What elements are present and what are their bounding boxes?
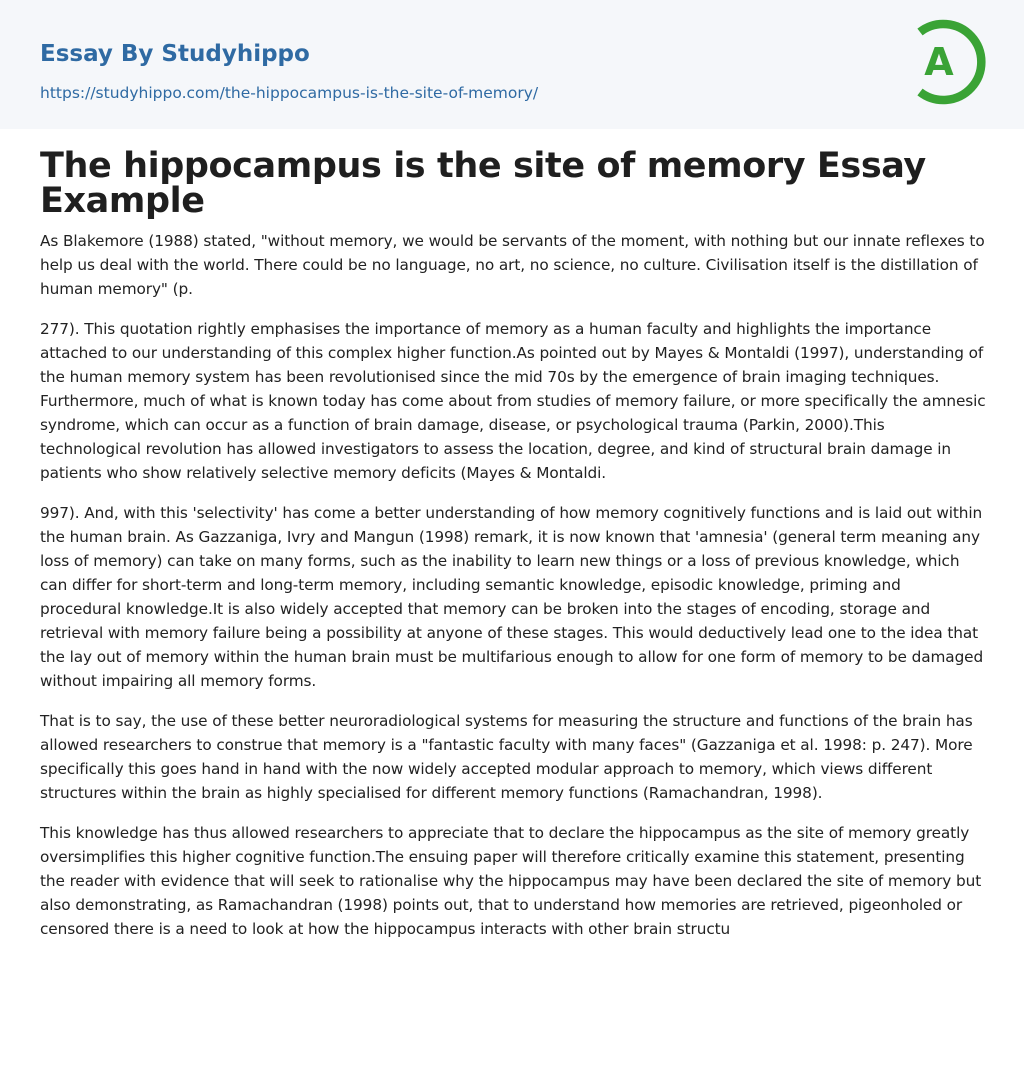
essay-url-link[interactable]: https://studyhippo.com/the-hippocampus-is-the-site-of-memory/ xyxy=(40,84,539,102)
studyhippo-logo-icon[interactable] xyxy=(912,19,986,105)
site-brand[interactable]: Essay By Studyhippo xyxy=(40,41,310,67)
logo-letter: A xyxy=(924,40,954,84)
essay-paragraph: That is to say, the use of these better neuroradiological systems for measuring the structure and functions of the brain has allowed researchers to construe that memory is a "fantastic faculty with many faces" (Gazzaniga et al. 1998: p. 247). More specifically this goes hand in hand with the now widely accepted modular approach to memory, which views different structures within the brain as highly specialised for different memory functions (Ramachandran, 1998). xyxy=(40,712,973,802)
essay-body xyxy=(40,229,986,957)
essay-paragraph: 997). And, with this 'selectivity' has come a better understanding of how memory cognitively functions and is laid out within the human brain. As Gazzaniga, Ivry and Mangun (1998) remark, it is now known that 'amnesia' (general term meaning any loss of memory) can take on many forms, such as the inability to learn new things or a loss of previous knowledge, which can differ for short-term and long-term memory, including semantic knowledge, episodic knowledge, priming and procedural knowledge.It is also widely accepted that memory can be broken into the stages of encoding, storage and retrieval with memory failure being a possibility at anyone of these stages. This would deductively lead one to the idea that the lay out of memory within the human brain must be multifarious enough to allow for one form of memory to be damaged without impairing all memory forms. xyxy=(40,504,984,690)
essay-title: The hippocampus is the site of memory Essay Example xyxy=(40,146,926,221)
essay-paragraph: This knowledge has thus allowed researchers to appreciate that to declare the hippocampus as the site of memory greatly oversimplifies this higher cognitive function.The ensuing paper will therefore critically examine this statement, presenting the reader with evidence that will seek to rationalise why the hippocampus may have been declared the site of memory but also demonstrating, as Ramachandran (1998) points out, that to understand how memories are retrieved, pigeonholed or censored there is a need to look at how the hippocampus interacts with other brain structu xyxy=(40,824,982,938)
essay-paragraph: 277). This quotation rightly emphasises the importance of memory as a human faculty and highlights the importance attached to our understanding of this complex higher function.As pointed out by Mayes & Montaldi (1997), understanding of the human memory system has been revolutionised since the mid 70s by the emergence of brain imaging techniques. Furthermore, much of what is known today has come about from studies of memory failure, or more specifically the amnesic syndrome, which can occur as a function of brain damage, disease, or psychological trauma (Parkin, 2000).This technological revolution has allowed investigators to assess the location, degree, and kind of structural brain damage in patients who show relatively selective memory deficits (Mayes & Montaldi. xyxy=(40,320,986,482)
essay-paragraph: As Blakemore (1988) stated, "without memory, we would be servants of the moment, with nothing but our innate reflexes to help us deal with the world. There could be no language, no art, no science, no culture. Civilisation itself is the distillation of human memory" (p. xyxy=(40,232,985,298)
site-header xyxy=(0,0,1024,129)
